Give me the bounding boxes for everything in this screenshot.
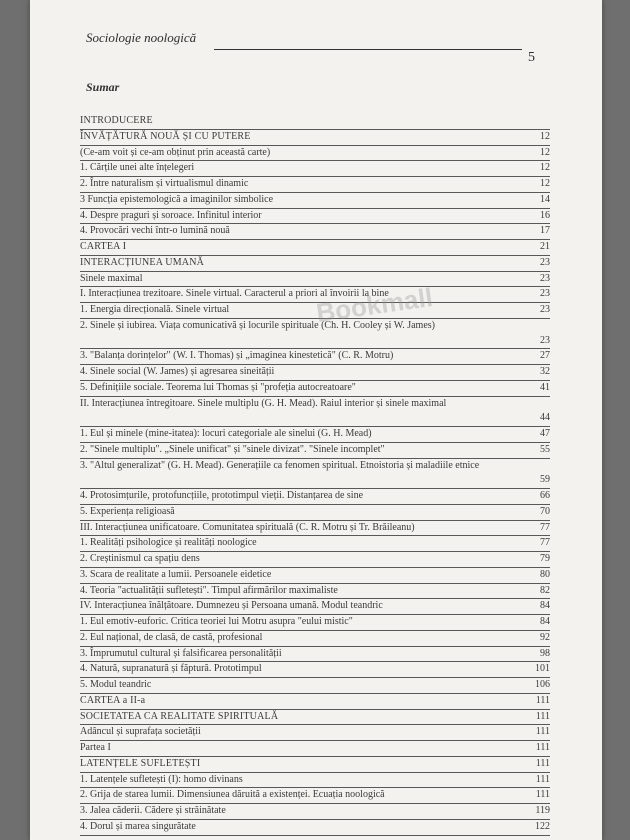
toc-entry-page: 77 <box>538 536 550 551</box>
toc-entry-page: 111 <box>534 694 550 709</box>
toc-entry-page: 23 <box>538 272 550 287</box>
toc-entry <box>80 599 550 615</box>
toc-entry-title: Sinele maximal <box>80 272 143 284</box>
toc-entry-title: CARTEA I <box>80 241 127 252</box>
toc-entry-page: 77 <box>538 521 550 536</box>
toc-entry-title: 4. Dorul și marea singurătate <box>80 820 196 832</box>
toc-entry-title: I. Interacțiunea trezitoare. Sinele virtual. Caracterul a priori al învoirii la bine <box>80 288 389 300</box>
toc-entry-page: 111 <box>534 741 550 756</box>
toc-entry-page: 79 <box>538 552 550 567</box>
toc-entry-title: 2. Eul național, de clasă, de castă, profesional <box>80 631 263 643</box>
toc-entry-title: 5. Experiența religioasă <box>80 505 175 517</box>
toc-entry <box>80 177 550 193</box>
toc-entry-title: 3. "Altul generalizat" (G. H. Mead). Generațiile ca fenomen spiritual. Etnoistoria și maladiile etnice <box>80 459 480 471</box>
toc-entry-title: 2. Grija de starea lumii. Dimensiunea dăruită a existenței. Ecuația noologică <box>80 789 385 801</box>
toc-entry <box>80 397 550 428</box>
toc-entry-page: 66 <box>538 489 550 504</box>
toc-entry-page: 27 <box>538 349 550 364</box>
toc-entry-title: 5. Definițiile sociale. Teorema lui Thomas și "profeția autocreatoare" <box>80 381 356 393</box>
toc-entry-page: 12 <box>538 146 550 161</box>
toc-entry-page: 59 <box>538 473 550 488</box>
toc-entry-title: 2. Sinele și iubirea. Viața comunicativă și locurile spirituale (Ch. H. Cooley și W. James) <box>80 319 435 331</box>
toc-entry-title: 1. Energia direcțională. Sinele virtual <box>80 304 230 315</box>
toc-entry <box>80 647 550 663</box>
toc-entry-page: 12 <box>538 177 550 192</box>
toc-entry-title: 1. Eul și minele (mine-itatea): locuri categoriale ale sinelui (G. H. Mead) <box>80 428 372 439</box>
table-of-contents <box>80 114 550 836</box>
toc-entry-title: (Ce-am voit și ce-am obținut prin această carte) <box>80 146 271 158</box>
toc-entry-title: 3 Funcția epistemologică a imaginilor simbolice <box>80 193 274 205</box>
toc-entry-page: 55 <box>538 443 550 458</box>
toc-entry-page: 17 <box>538 224 550 239</box>
page-number: 5 <box>528 50 535 65</box>
toc-entry <box>80 381 550 397</box>
toc-entry-page: 111 <box>534 757 550 772</box>
toc-entry-page: 98 <box>538 647 550 662</box>
toc-entry-title: 3. Scara de realitate a lumii. Persoanele eidetice <box>80 568 272 580</box>
toc-entry-title: 4. Teoria "actualității sufletești". Timpul afirmărilor maximaliste <box>80 584 338 596</box>
toc-entry <box>80 662 550 678</box>
running-title: Sociologie noologică <box>86 30 197 45</box>
toc-entry <box>80 193 550 209</box>
header-rule <box>214 49 522 50</box>
toc-entry-page: 23 <box>538 334 550 349</box>
toc-entry <box>80 521 550 537</box>
toc-entry-title: III. Interacțiunea unificatoare. Comunitatea spirituală (C. R. Motru și Tr. Brăileanu) <box>80 521 415 533</box>
toc-entry-title: 1. Cărțile unei alte înțelegeri <box>80 162 195 174</box>
toc-entry-title: 4. Natură, supranatură și făptură. Prototimpul <box>80 663 262 675</box>
toc-entry <box>80 209 550 225</box>
toc-entry <box>80 349 550 365</box>
toc-entry-page: 23 <box>538 287 550 302</box>
toc-entry <box>80 773 550 789</box>
toc-entry-title: Adâncul și suprafața societății <box>80 726 201 738</box>
toc-entry-page: 111 <box>534 725 550 740</box>
toc-entry-page: 122 <box>533 820 550 835</box>
toc-entry-page: 44 <box>538 411 550 426</box>
toc-entry <box>80 489 550 505</box>
toc-entry <box>80 272 550 288</box>
toc-entry <box>80 804 550 820</box>
toc-entry-title: INTRODUCERE <box>80 115 153 126</box>
toc-entry <box>80 615 550 631</box>
toc-entry-title: II. Interacțiunea întregitoare. Sinele multiplu (G. H. Mead). Raiul interior și sinele maximal <box>80 397 447 409</box>
toc-entry <box>80 130 550 146</box>
toc-entry-title: IV. Interacțiunea înălțătoare. Dumnezeu și Persoana umană. Modul teandric <box>80 600 383 612</box>
toc-entry-page: 80 <box>538 568 550 583</box>
toc-entry <box>80 820 550 836</box>
toc-entry-title: ÎNVĂȚĂTURĂ NOUĂ ȘI CU PUTERE <box>80 130 251 142</box>
toc-entry-page: 84 <box>538 599 550 614</box>
toc-entry <box>80 584 550 600</box>
toc-entry-page: 14 <box>538 193 550 208</box>
contents-heading: Sumar <box>86 80 120 94</box>
toc-entry-title: SOCIETATEA CA REALITATE SPIRITUALĂ <box>80 710 279 722</box>
toc-entry-title: 3. Împrumutul cultural și falsificarea personalității <box>80 647 282 659</box>
toc-entry <box>80 536 550 552</box>
toc-entry <box>80 319 550 350</box>
book-page <box>30 0 602 840</box>
toc-entry <box>80 505 550 521</box>
toc-entry-page: 47 <box>538 427 550 442</box>
toc-entry <box>80 256 550 272</box>
toc-entry-page: 12 <box>538 130 550 145</box>
toc-entry <box>80 568 550 584</box>
toc-entry-title: CARTEA a II-a <box>80 694 146 706</box>
toc-entry-page: 101 <box>533 662 550 677</box>
toc-entry <box>80 427 550 443</box>
running-header <box>86 30 546 64</box>
toc-entry-page: 111 <box>534 788 550 803</box>
toc-entry-page: 111 <box>534 773 550 788</box>
toc-entry <box>80 725 550 741</box>
toc-entry-page: 111 <box>534 710 550 725</box>
toc-entry-title: Partea I <box>80 742 111 753</box>
toc-entry <box>80 631 550 647</box>
toc-entry <box>80 114 550 130</box>
toc-entry-title: 3. "Balanța dorințelor" (W. I. Thomas) și „imaginea kinestetică" (C. R. Motru) <box>80 350 394 362</box>
toc-entry-page: 21 <box>538 240 550 255</box>
toc-entry-page: 84 <box>538 615 550 630</box>
toc-entry-title: 1. Eul emotiv-euforic. Critica teoriei lui Motru asupra "eului mistic" <box>80 616 353 627</box>
toc-entry-title: 2. "Sinele multiplu". „Sinele unificat" și "sinele divizat". "Sinele incomplet" <box>80 443 385 455</box>
toc-entry-page: 82 <box>538 584 550 599</box>
toc-entry-page: 41 <box>538 381 550 396</box>
toc-entry <box>80 146 550 162</box>
toc-entry-title: LATENȚELE SUFLETEȘTI <box>80 757 201 769</box>
toc-entry-title: 3. Jalea căderii. Cădere și străinătate <box>80 805 226 816</box>
toc-entry-title: INTERACȚIUNEA UMANĂ <box>80 256 205 268</box>
toc-entry <box>80 161 550 177</box>
toc-entry <box>80 365 550 381</box>
toc-entry-page: 16 <box>538 209 550 224</box>
toc-entry <box>80 788 550 804</box>
toc-entry <box>80 443 550 459</box>
toc-entry-page: 106 <box>533 678 550 693</box>
toc-entry <box>80 552 550 568</box>
toc-entry <box>80 240 550 256</box>
toc-entry-page: 70 <box>538 505 550 520</box>
watermark-logo: Bookmall <box>314 282 435 329</box>
toc-entry-page: 23 <box>538 303 550 318</box>
toc-entry <box>80 694 550 710</box>
toc-entry-page: 119 <box>533 804 550 819</box>
toc-entry-page: 32 <box>538 365 550 380</box>
toc-entry-title: 2. Creștinismul ca spațiu dens <box>80 553 200 564</box>
toc-entry-title: 4. Provocări vechi într-o lumină nouă <box>80 225 230 237</box>
toc-entry-title: 4. Despre praguri și soroace. Infinitul interior <box>80 209 262 221</box>
toc-entry <box>80 224 550 240</box>
toc-entry-page: 92 <box>538 631 550 646</box>
toc-entry-title: 2. Între naturalism și virtualismul dinamic <box>80 178 249 189</box>
toc-entry-title: 1. Realități psihologice și realități noologice <box>80 537 257 549</box>
toc-entry-title: 5. Modul teandric <box>80 679 152 690</box>
toc-entry <box>80 710 550 726</box>
toc-entry-title: 4. Sinele social (W. James) și agresarea sineității <box>80 366 275 377</box>
toc-entry-page: 23 <box>538 256 550 271</box>
toc-entry-title: 1. Latențele sufletești (I): homo divinans <box>80 773 243 785</box>
toc-entry <box>80 741 550 757</box>
toc-entry-page: 12 <box>538 161 550 176</box>
toc-entry <box>80 757 550 773</box>
toc-entry <box>80 459 550 490</box>
toc-entry <box>80 678 550 694</box>
toc-entry-title: 4. Protosimțurile, protofuncțiile, prototimpul vieții. Distanțarea de sine <box>80 490 364 501</box>
